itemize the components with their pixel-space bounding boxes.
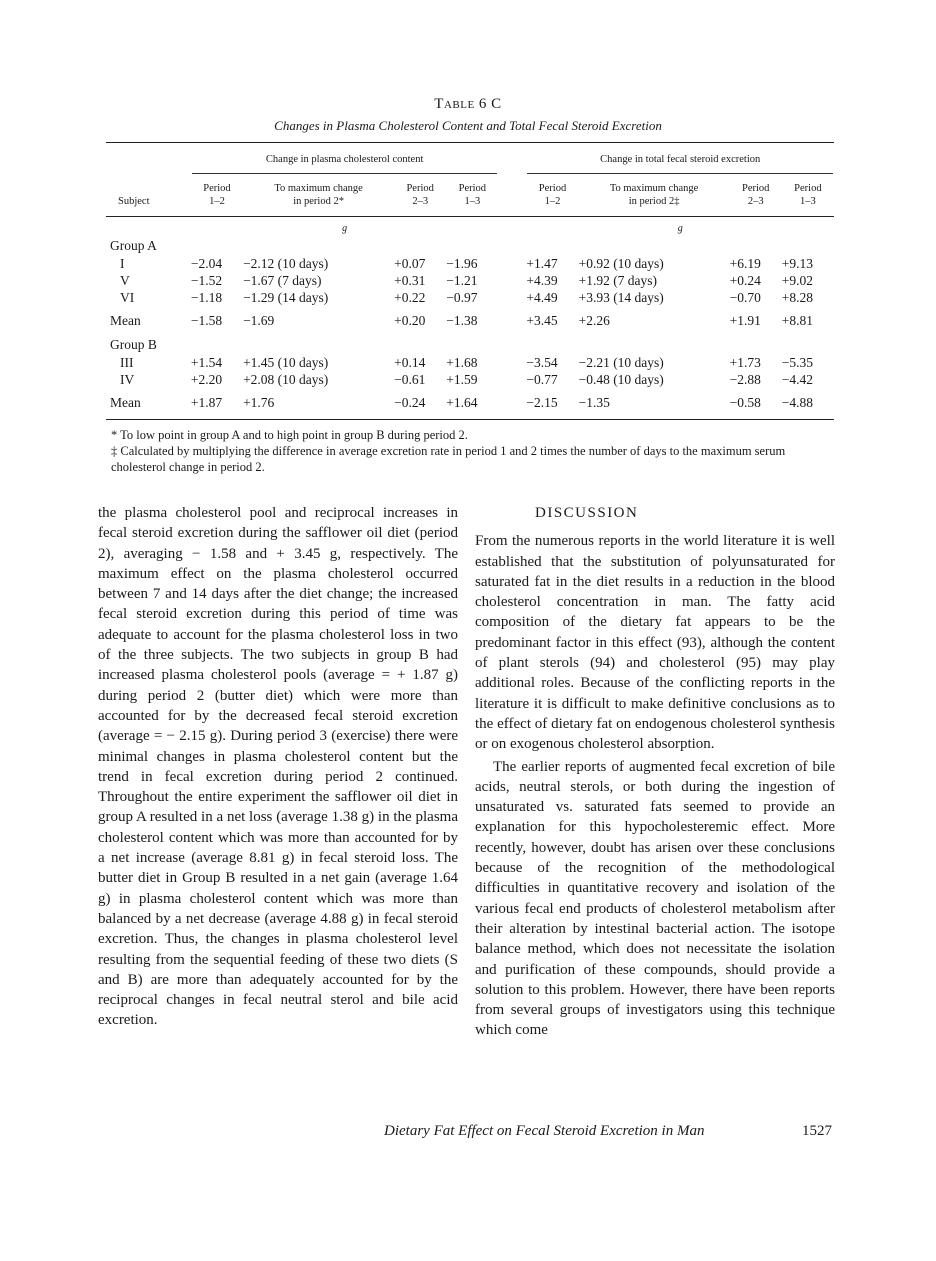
table-row	[106, 354, 834, 371]
value-cell: +1.59	[446, 372, 478, 387]
value-cell: +0.24	[729, 273, 761, 288]
body-paragraph: From the numerous reports in the world literature it is well established that the substitution of polyunsaturated for saturated fat in the diet results in a reduction in the blood cholesterol concentration in man. The fatty acid composition of the dietary fat appears to be the predominant factor in this effect (93), although the content of plant sterols (94) and cholesterol (95) may play additional roles. Because of the conflicting reports in the literature it is difficult to make definitive conclusions as to the effect of dietary fat on endogenous cholesterol synthesis or on exogenous cholesterol absorption.	[475, 533, 835, 753]
value-cell: −4.88	[781, 395, 814, 410]
value-cell: −2.88	[729, 372, 761, 387]
subject-cell: Mean	[110, 313, 141, 328]
table-title: Changes in Plasma Cholesterol Content and Total Fecal Steroid Excretion	[274, 118, 662, 133]
table-row	[106, 371, 834, 388]
value-cell: +6.19	[729, 256, 761, 271]
body-paragraph: the plasma cholesterol pool and reciprocal increases in fecal steroid excretion during the safflower oil diet (period 2), averaging − 1.58 and + 3.45 g, respectively. The maximum effect on the plasma cholesterol occurred between 7 and 14 days after the diet change; the increased fecal steroid excretion during this period of time was adequate to account for the plasma cholesterol loss in two of the three subjects. The two subjects in group B had increased plasma cholesterol pools (average = + 1.87 g) during period 2 (butter diet) which were more than accounted for by the decreased fecal steroid excretion (average = − 2.15 g). During period 3 (exercise) there were minimal changes in plasma cholesterol content but the trend in fecal excretion during period 2 continued. Throughout the entire experiment the safflower oil diet in group A resulted in a net loss (average 1.38 g) in the plasma cholesterol content which was more than accounted for by a net increase (average 8.81 g) in fecal steroid loss. The butter diet in Group B resulted in a net gain (average 1.64 g) in plasma cholesterol content which was more than balanced by a net decrease (average 4.88 g) in fecal steroid excretion. Thus, the changes in plasma cholesterol level resulting from the sequential feeding of these two diets (S and B) are more than adequately accounted for by the reciprocal changes in fecal neutral sterol and bile acid excretion.	[98, 505, 458, 1029]
value-cell: −1.69	[243, 313, 275, 328]
value-cell: +0.14	[394, 355, 426, 370]
column-header: To maximum change in period 2*	[274, 183, 363, 207]
value-cell: −1.29 (14 days)	[243, 290, 329, 305]
group-row	[106, 334, 834, 354]
value-cell: +0.22	[394, 290, 426, 305]
value-cell: −1.35	[578, 395, 610, 410]
value-cell: +3.45	[526, 313, 558, 328]
subject-cell: Mean	[110, 395, 141, 410]
column-header: Period 2–3	[406, 183, 434, 207]
value-cell: +8.81	[781, 313, 814, 328]
value-cell: +1.92 (7 days)	[578, 273, 658, 288]
body-paragraph: The earlier reports of augmented fecal excretion of bile acids, neutral sterols, or both during the ingestion of unsaturated vs. saturated fats seemed to provide an explanation for this hypocholesteremic effect. More recently, however, doubt has arisen over these conclusions because of the recognition of the methodological difficulties in quantitative recovery and isolation of the various fecal end products of cholesterol metabolism after their alteration by intestinal bacterial action. The isotope balance method, which does not necessitate the isolation and purification of these compounds, should provide a solution to this problem. However, there have been reports from several groups of investigators using this technique which come	[475, 758, 835, 1039]
value-cell: +2.08 (10 days)	[243, 372, 329, 387]
value-cell: −1.38	[446, 313, 478, 328]
value-cell: +4.39	[526, 273, 558, 288]
table-row	[106, 255, 834, 272]
value-cell: −2.21 (10 days)	[578, 355, 664, 370]
value-cell: +4.49	[526, 290, 558, 305]
value-cell: −1.67 (7 days)	[243, 273, 322, 288]
value-cell: −4.42	[781, 372, 814, 387]
group-label: Group A	[110, 238, 157, 253]
value-cell: −1.52	[190, 273, 223, 288]
value-cell: +0.20	[394, 313, 426, 328]
value-cell: −1.96	[446, 256, 478, 271]
table-body	[106, 217, 834, 420]
column-header: Period 1–3	[458, 183, 487, 207]
column-header: Period 1–3	[794, 183, 822, 207]
value-cell: +3.93 (14 days)	[578, 290, 664, 305]
group-row	[106, 235, 834, 255]
value-cell: +1.68	[446, 355, 478, 370]
value-cell: +1.73	[729, 355, 761, 370]
section-heading-discussion: DISCUSSION	[535, 505, 639, 521]
value-cell: −0.24	[394, 395, 426, 410]
subject-cell: V	[120, 273, 130, 288]
value-cell: +1.45 (10 days)	[243, 355, 329, 370]
column-header: Period 2–3	[741, 183, 770, 207]
plasma-unit: g	[342, 223, 348, 234]
column-header: Period 1–2	[203, 183, 231, 207]
right-column	[475, 503, 835, 1041]
value-cell: −0.48 (10 days)	[578, 372, 664, 387]
left-column	[98, 503, 458, 1031]
value-cell: −5.35	[781, 355, 814, 370]
group-label: Group B	[110, 337, 157, 352]
subject-cell: III	[120, 355, 134, 370]
value-cell: −0.97	[446, 290, 478, 305]
table-row	[106, 289, 834, 306]
column-header: Period 1–2	[538, 183, 567, 207]
value-cell: −2.15	[526, 395, 558, 410]
value-cell: +2.20	[190, 372, 223, 387]
value-cell: +9.13	[781, 256, 814, 271]
subject-cell: VI	[120, 290, 135, 305]
value-cell: +0.92 (10 days)	[578, 256, 664, 271]
page-number: 1527	[802, 1123, 832, 1139]
value-cell: −0.61	[394, 372, 426, 387]
fecal-unit: g	[677, 223, 683, 234]
fecal-group-header: Change in total fecal steroid excretion	[526, 143, 834, 182]
value-cell: −2.12 (10 days)	[243, 256, 329, 271]
subject-header: Subject	[118, 196, 150, 207]
table-footnotes	[111, 427, 841, 475]
value-cell: −0.58	[729, 395, 761, 410]
unit-row	[106, 217, 834, 236]
data-table	[106, 142, 834, 420]
value-cell: +1.76	[243, 395, 275, 410]
value-cell: +0.07	[394, 256, 426, 271]
value-cell: −1.58	[190, 313, 223, 328]
column-header: To maximum change in period 2‡	[609, 183, 699, 207]
footnote-double-dagger: ‡ Calculated by multiplying the difference in average excretion rate in period 1 and 2 times the number of days to the maximum serum cholesterol change in period 2.	[111, 444, 786, 474]
mean-row	[106, 306, 834, 334]
footnote-asterisk: * To low point in group A and to high point in group B during period 2.	[111, 428, 468, 442]
value-cell: +1.87	[190, 395, 223, 410]
value-cell: −3.54	[526, 355, 558, 370]
value-cell: +1.64	[446, 395, 478, 410]
value-cell: +9.02	[781, 273, 814, 288]
value-cell: +1.47	[526, 256, 558, 271]
table-number: Table 6 C	[434, 96, 502, 112]
value-cell: +0.31	[394, 273, 426, 288]
value-cell: −1.18	[190, 290, 223, 305]
value-cell: +8.28	[781, 290, 814, 305]
value-cell: +1.54	[190, 355, 223, 370]
subject-cell: IV	[120, 372, 135, 387]
plasma-group-header: Change in plasma cholesterol content	[191, 143, 499, 182]
value-cell: −0.70	[729, 290, 761, 305]
value-cell: +2.26	[578, 313, 610, 328]
table-row	[106, 272, 834, 289]
value-cell: −2.04	[190, 256, 223, 271]
value-cell: −0.77	[526, 372, 558, 387]
subject-cell: I	[120, 256, 125, 271]
mean-row	[106, 388, 834, 420]
value-cell: +1.91	[729, 313, 761, 328]
value-cell: −1.21	[446, 273, 478, 288]
running-footer-title: Dietary Fat Effect on Fecal Steroid Excretion in Man	[384, 1123, 705, 1139]
